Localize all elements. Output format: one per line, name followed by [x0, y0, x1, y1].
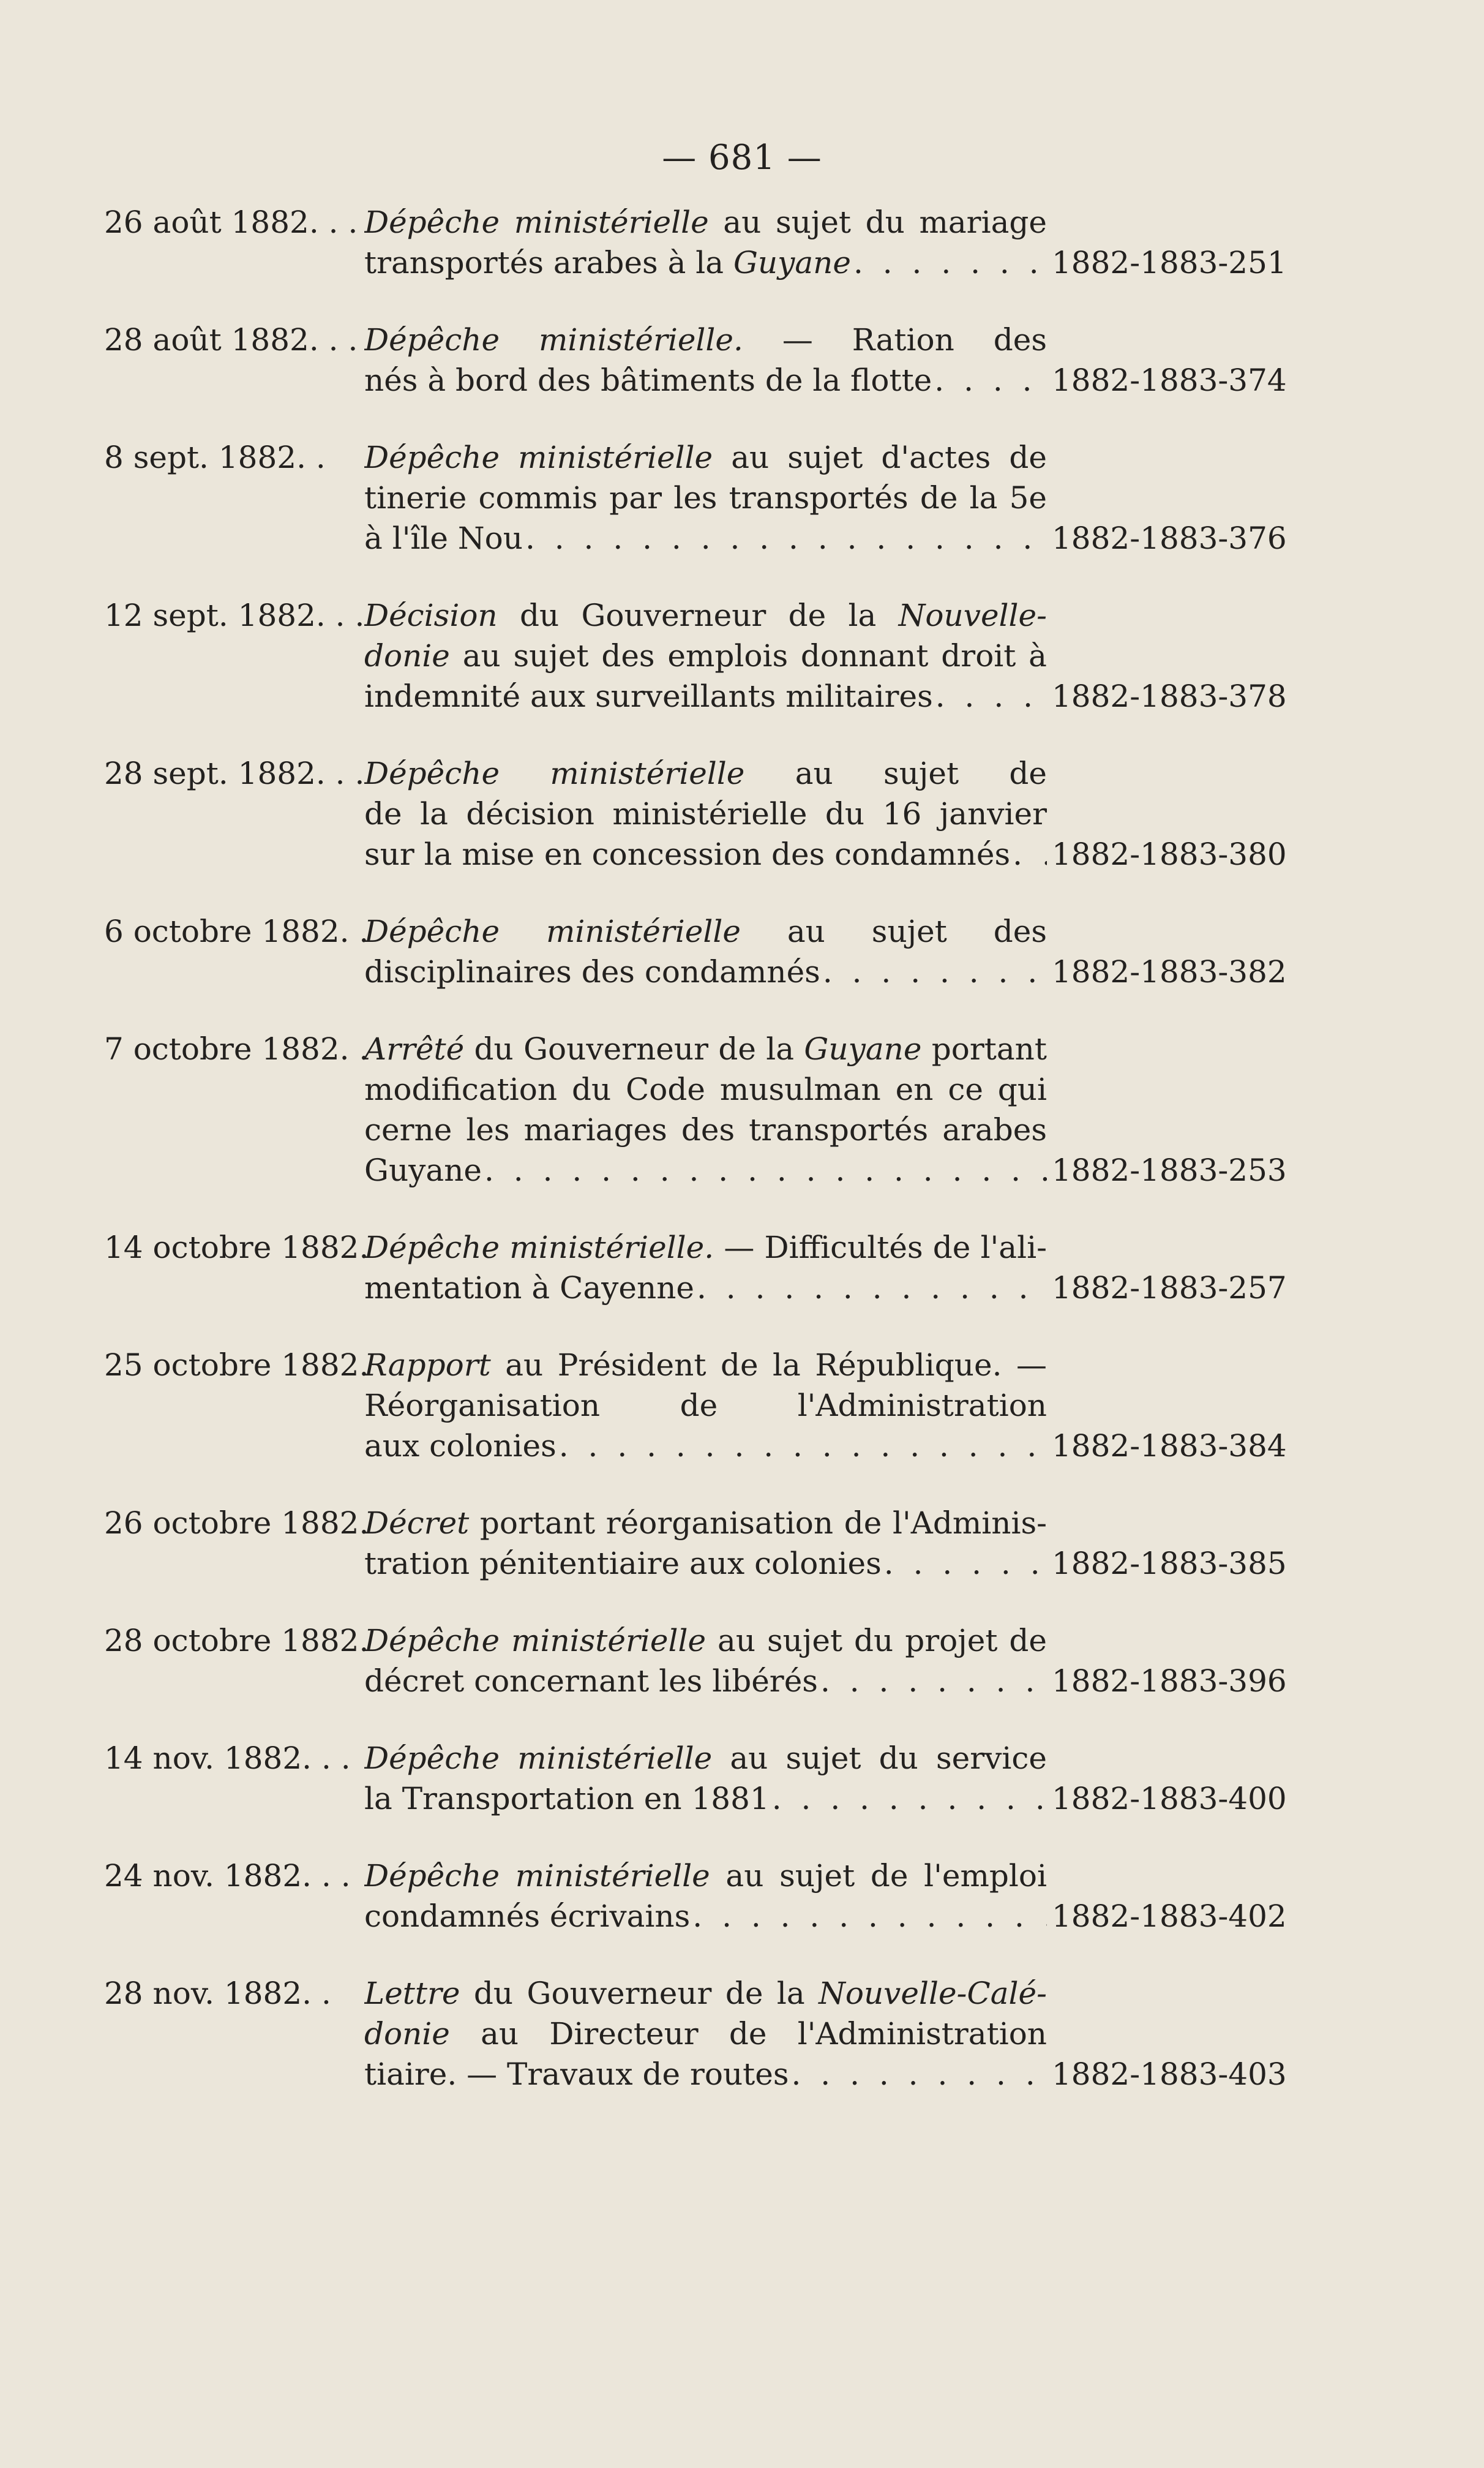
entry-date: 8 sept. 1882. . [104, 440, 326, 475]
entry-date: 24 nov. 1882. . . [104, 1858, 351, 1894]
italic-text: Dépêche ministérielle [364, 440, 713, 475]
entry-line-text [364, 914, 1047, 952]
entry-line-text [364, 360, 932, 401]
entry-description [364, 1503, 1047, 1584]
entry-reference: 1882-1883-402 [1052, 1898, 1287, 1934]
italic-text: Arrêté [364, 1031, 465, 1067]
entry-line-text [364, 1112, 1047, 1150]
entry-line-final [364, 952, 1047, 992]
entry-line-final [364, 360, 1047, 401]
entry-line-final [364, 676, 1047, 717]
dot-leader [792, 2054, 1047, 2094]
entry-line [364, 1069, 1047, 1110]
text-run: au sujet de l'emploi [725, 1858, 1047, 1894]
italic-text: Dépêche ministérielle [364, 756, 745, 791]
text-run: modification du Code musulman en ce qui [364, 1072, 1047, 1107]
text-run: au sujet des emplois donnant droit à [462, 638, 1047, 674]
italic-text: Guyane [733, 245, 851, 280]
entry-description [364, 320, 1047, 401]
entry-description [364, 595, 1047, 717]
text-run: la Transportation en 1881 [364, 1781, 770, 1816]
entry-description [364, 202, 1047, 283]
entry-line-text [364, 2016, 1047, 2054]
dot-leader [559, 1426, 1047, 1466]
dot-leader [935, 676, 1047, 717]
entry-reference: 1882-1883-384 [1052, 1428, 1287, 1464]
entry-line-text [364, 1976, 1047, 2011]
entry-line-text [364, 205, 1047, 243]
italic-text: Dépêche ministérielle. [364, 322, 743, 358]
text-run: disciplinaires des condamnés [364, 954, 820, 990]
entry-line-final [364, 1426, 1047, 1466]
text-run: aux colonies [364, 1428, 556, 1464]
entry-line-text [364, 480, 1047, 518]
text-run: condamnés écrivains [364, 1898, 691, 1934]
dot-leader [823, 952, 1047, 992]
entry-line-text [364, 1505, 1047, 1541]
entry-line-final [364, 243, 1047, 283]
entry-line-text [364, 1347, 1047, 1383]
entry-description [364, 911, 1047, 992]
entry-reference: 1882-1883-400 [1052, 1781, 1287, 1816]
entry-line [364, 2014, 1047, 2054]
entry-line-text [364, 676, 933, 717]
entry-reference: 1882-1883-378 [1052, 679, 1287, 714]
entry-line [364, 1227, 1047, 1268]
entry-reference: 1882-1883-376 [1052, 521, 1287, 556]
entry-line [364, 911, 1047, 952]
entry-line-text [364, 1661, 818, 1701]
text-run: portant réorganisation de l'Adminis- [469, 1505, 1047, 1541]
entry-reference: 1882-1883-253 [1052, 1153, 1287, 1188]
text-run: Réorganisation de l'Administration [364, 1388, 1047, 1423]
entry-line-text [364, 756, 1047, 794]
text-run: mentation à Cayenne [364, 1270, 694, 1306]
entry-line-text [364, 2054, 789, 2094]
entry-line-text [364, 1543, 882, 1584]
dot-leader [853, 243, 1047, 283]
text-run: — Difficultés de l'ali- [714, 1230, 1047, 1265]
entry-line-text [364, 243, 851, 283]
entry-description [364, 1620, 1047, 1701]
entry-line-text [364, 1426, 556, 1466]
entry-date: 12 sept. 1882. . . [104, 598, 365, 633]
entry-line-final [364, 1778, 1047, 1819]
italic-text: Nouvelle-Calé- [819, 1976, 1047, 2011]
italic-text: Décret [364, 1505, 470, 1541]
entry-line-final [364, 1543, 1047, 1584]
italic-text: Dépêche ministérielle [364, 1740, 713, 1776]
page-number: — 681 — [662, 138, 822, 178]
text-run: tration pénitentiaire aux colonies [364, 1546, 882, 1581]
text-run: nés à bord des bâtiments de la flotte [364, 363, 932, 398]
entry-reference: 1882-1883-251 [1052, 245, 1287, 280]
italic-text: donie [364, 638, 450, 674]
text-run: sur la mise en concession des condamnés [364, 837, 1011, 872]
italic-text: Dépêche ministérielle [364, 205, 709, 240]
entry-line [364, 1385, 1047, 1426]
entry-description [364, 1738, 1047, 1819]
entry-reference: 1882-1883-396 [1052, 1663, 1287, 1699]
entry-reference: 1882-1883-382 [1052, 954, 1287, 990]
entry-reference: 1882-1883-374 [1052, 363, 1287, 398]
entry-line-final [364, 2054, 1047, 2094]
text-run: au sujet des [787, 914, 1047, 949]
entry-line-text [364, 1623, 1047, 1658]
text-run: à l'île Nou [364, 521, 523, 556]
entry-line [364, 1345, 1047, 1385]
entry-line [364, 753, 1047, 794]
entry-date: 26 août 1882. . . [104, 205, 358, 240]
entry-line [364, 794, 1047, 834]
text-run: au Président de la République. — [490, 1347, 1047, 1383]
entry-line-text [364, 638, 1047, 676]
entry-date: 28 sept. 1882. . . [104, 756, 365, 791]
entry-reference: 1882-1883-257 [1052, 1270, 1287, 1306]
entry-line [364, 478, 1047, 518]
entry-line [364, 636, 1047, 676]
text-run: au sujet du projet de [706, 1623, 1047, 1658]
entry-description [364, 1029, 1047, 1191]
entry-reference: 1882-1883-385 [1052, 1546, 1287, 1581]
text-run: du Gouverneur de la [497, 598, 899, 633]
entry-line [364, 1856, 1047, 1896]
entry-line-text [364, 322, 1047, 360]
italic-text: Guyane [804, 1031, 922, 1067]
entry-date: 25 octobre 1882. [104, 1347, 369, 1383]
entry-description [364, 1973, 1047, 2094]
entry-line-text [364, 796, 1047, 834]
italic-text: Dépêche ministérielle [364, 1623, 706, 1658]
entry-line-text [364, 1388, 1047, 1426]
entry-date: 7 octobre 1882. . [104, 1031, 369, 1067]
text-run: décret concernant les libérés [364, 1663, 818, 1699]
entry-line [364, 1738, 1047, 1778]
entry-line-text [364, 1072, 1047, 1110]
text-run: au sujet de [795, 756, 1047, 791]
italic-text: Rapport [364, 1347, 491, 1383]
entry-description [364, 437, 1047, 559]
text-run: au sujet d'actes de [731, 440, 1047, 475]
text-run: cerne les mariages des transportés arabes [364, 1112, 1047, 1148]
text-run: au Directeur de l'Administration [481, 2016, 1047, 2052]
italic-text: Décision [364, 598, 498, 633]
dot-leader [484, 1150, 1047, 1191]
entry-reference: 1882-1883-403 [1052, 2056, 1287, 2092]
text-run: portant [921, 1031, 1047, 1067]
text-run: du Gouverneur de la [460, 1976, 819, 2011]
entry-date: 6 octobre 1882. . [104, 914, 369, 949]
italic-text: donie [364, 2016, 450, 2052]
entry-line [364, 320, 1047, 360]
entry-description [364, 1856, 1047, 1936]
entry-line-final [364, 1896, 1047, 1936]
text-run: transportés arabes à la [364, 245, 733, 280]
text-run: du Gouverneur de la [464, 1031, 804, 1067]
entry-line-final [364, 1268, 1047, 1308]
dot-leader [525, 518, 1047, 559]
entry-description [364, 1227, 1047, 1308]
entry-line-final [364, 1661, 1047, 1701]
entry-line [364, 1029, 1047, 1069]
italic-text: Dépêche ministérielle. [364, 1230, 714, 1265]
entry-line [364, 595, 1047, 636]
italic-text: Dépêche ministérielle [364, 1858, 710, 1894]
text-run: tiaire. — Travaux de routes [364, 2056, 789, 2092]
entry-line-text [364, 834, 1010, 875]
entry-line-text [364, 1740, 1047, 1778]
entry-date: 14 octobre 1882. [104, 1230, 369, 1265]
entry-reference: 1882-1883-380 [1052, 837, 1287, 872]
text-run: Guyane [364, 1153, 482, 1188]
text-run: au sujet du mariage [723, 205, 1047, 240]
entry-line-text [364, 598, 1047, 636]
entry-description [364, 753, 1047, 875]
entry-line [364, 1620, 1047, 1661]
entry-line-text [364, 518, 523, 559]
dot-leader [772, 1778, 1047, 1819]
entry-line-final [364, 1150, 1047, 1191]
dot-leader [820, 1661, 1047, 1701]
entry-date: 28 octobre 1882. [104, 1623, 369, 1658]
dot-leader [692, 1896, 1047, 1936]
text-run: indemnité aux surveillants militaires [364, 679, 933, 714]
dot-leader [697, 1268, 1047, 1308]
entry-line-text [364, 440, 1047, 478]
entry-line-final [364, 518, 1047, 559]
entry-line-final [364, 834, 1047, 875]
italic-text: Nouvelle- [898, 598, 1047, 633]
entry-line-text [364, 1150, 482, 1191]
dot-leader [884, 1543, 1047, 1584]
entry-line-text [364, 1858, 1047, 1896]
dot-leader [934, 360, 1047, 401]
entry-line-text [364, 1230, 1047, 1265]
text-run: au sujet du service [730, 1740, 1047, 1776]
entry-line [364, 1110, 1047, 1150]
entry-line [364, 437, 1047, 478]
text-run: tinerie commis par les transportés de la 5e [364, 480, 1047, 516]
entry-line-text [364, 1896, 690, 1936]
text-run: de la décision ministérielle du 16 janvier [364, 796, 1047, 832]
entry-line [364, 1973, 1047, 2014]
italic-text: Dépêche ministérielle [364, 914, 741, 949]
entry-line-text [364, 1268, 694, 1308]
dot-leader [1013, 834, 1047, 875]
entry-description [364, 1345, 1047, 1466]
entry-line-text [364, 1031, 1047, 1067]
entry-line-text [364, 952, 820, 992]
text-run: — Ration des [782, 322, 1047, 358]
entry-line-text [364, 1778, 770, 1819]
entry-date: 28 août 1882. . . [104, 322, 358, 358]
entry-date: 26 octobre 1882. [104, 1505, 369, 1541]
entry-date: 14 nov. 1882. . . [104, 1740, 351, 1776]
entry-line [364, 202, 1047, 243]
entry-line [364, 1503, 1047, 1543]
italic-text: Lettre [364, 1976, 460, 2011]
entry-date: 28 nov. 1882. . [104, 1976, 331, 2011]
